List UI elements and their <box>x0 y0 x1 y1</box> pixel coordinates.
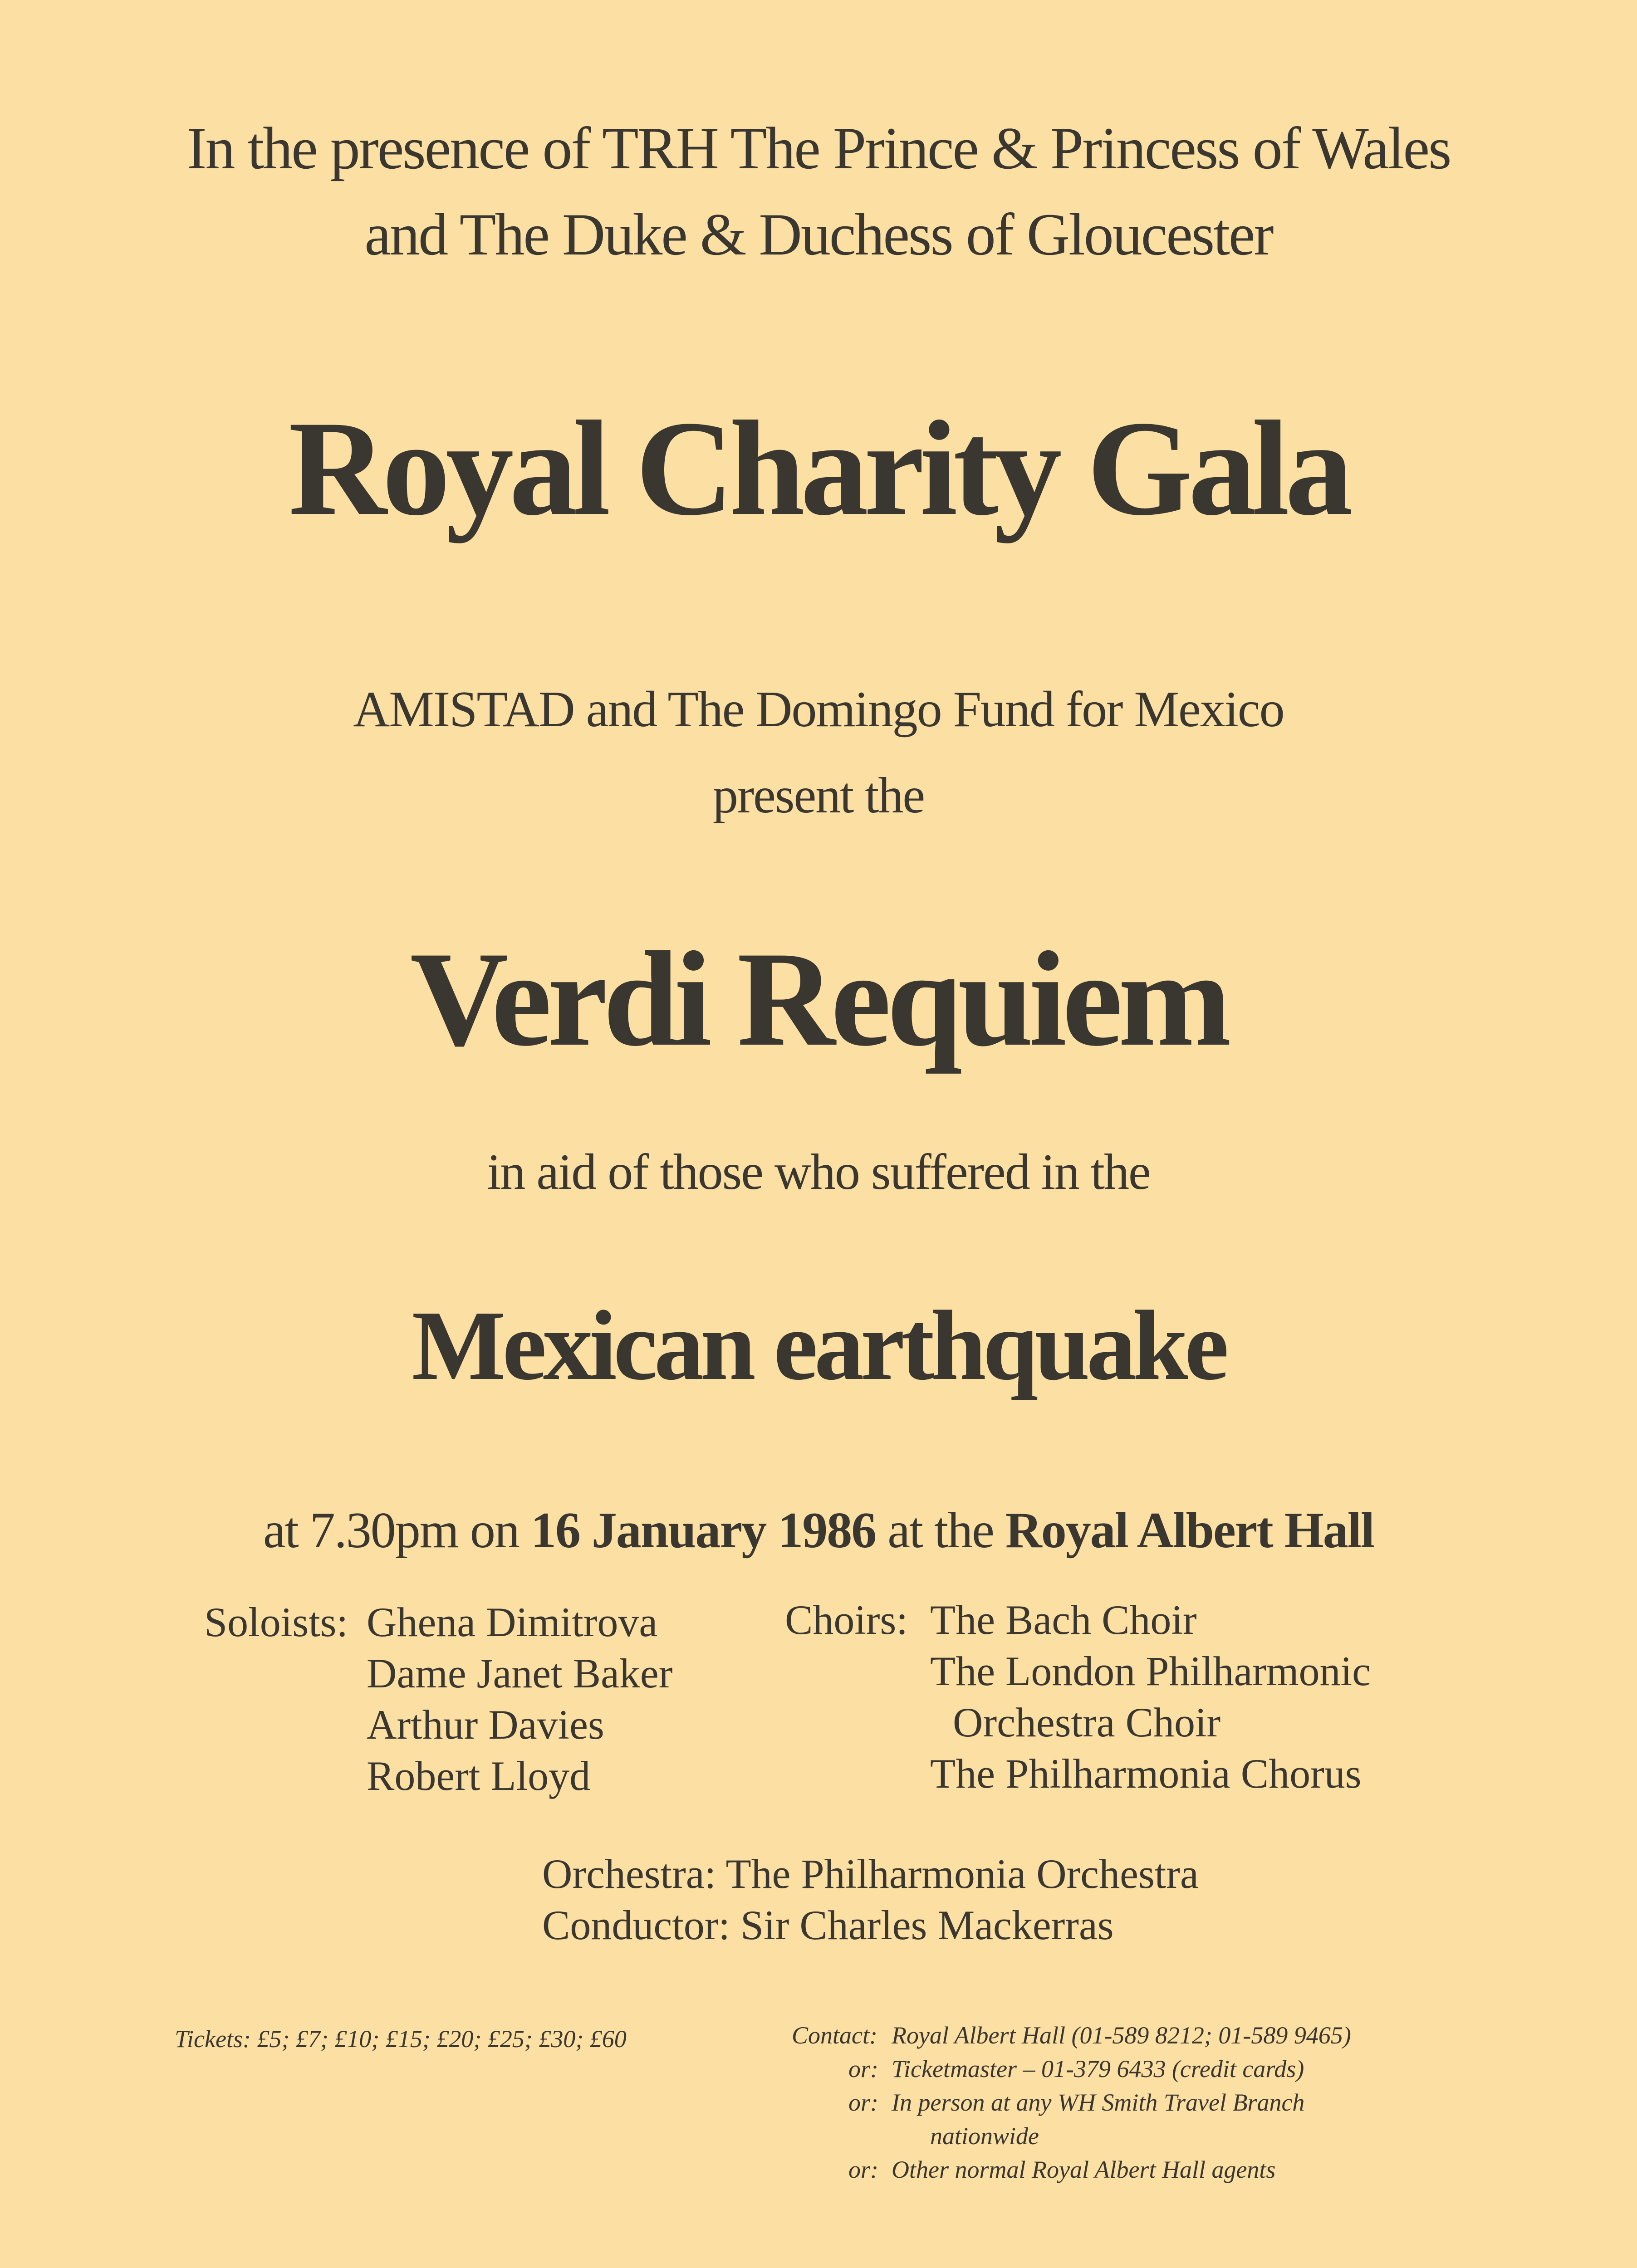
contact-line-3-cont: nationwide <box>930 2122 1039 2150</box>
work-title: Verdi Requiem <box>410 924 1227 1074</box>
presenters-line-1: AMISTAD and The Domingo Fund for Mexico <box>353 681 1284 738</box>
presence-line-2: and The Duke & Duchess of Gloucester <box>364 201 1273 268</box>
contact-label: Contact: <box>792 2022 877 2049</box>
soloists-label: Soloists: <box>204 1599 348 1645</box>
contact-line-2: Ticketmaster – 01-379 6433 (credit cards) <box>892 2055 1304 2082</box>
event-time: at 7.30pm on <box>263 1502 519 1559</box>
tickets-prices: Tickets: £5; £7; £10; £15; £20; £25; £30; £60 <box>175 2025 627 2053</box>
event-venue-prefix: at the <box>887 1502 994 1559</box>
orchestra-label: Orchestra: <box>542 1851 716 1897</box>
aid-text: in aid of those who suffered in the <box>487 1144 1150 1200</box>
event-details <box>0 1501 1637 1560</box>
event-date: 16 January 1986 <box>530 1502 876 1559</box>
presence-line-1: In the presence of TRH The Prince & Princess of Wales <box>186 115 1451 181</box>
choir-name: The Philharmonia Chorus <box>930 1750 1362 1797</box>
orchestra-name: The Philharmonia Orchestra <box>725 1851 1199 1897</box>
soloist-name: Ghena Dimitrova <box>367 1599 658 1645</box>
contact-or-label: or: <box>848 2089 878 2116</box>
contact-or-label: or: <box>848 2055 878 2082</box>
choirs-list <box>930 1594 1371 1799</box>
contact-line-1: Royal Albert Hall (01-589 8212; 01-589 9465) <box>892 2022 1351 2049</box>
contact-or-label: or: <box>848 2156 878 2183</box>
orchestra-line <box>542 1848 1199 1951</box>
choir-name: Orchestra Choir <box>953 1699 1221 1745</box>
choirs-label: Choirs: <box>785 1597 908 1643</box>
cause-title: Mexican earthquake <box>412 1290 1225 1401</box>
choir-name: The Bach Choir <box>930 1597 1197 1643</box>
gala-title: Royal Charity Gala <box>288 393 1349 543</box>
conductor-label: Conductor: <box>542 1902 730 1948</box>
presenters-line-2: present the <box>712 767 925 824</box>
conductor-name: Sir Charles Mackerras <box>740 1902 1114 1948</box>
contact-line-4: Other normal Royal Albert Hall agents <box>892 2156 1276 2183</box>
choir-name: The London Philharmonic <box>930 1648 1371 1694</box>
event-venue: Royal Albert Hall <box>1005 1502 1374 1559</box>
soloist-name: Arthur Davies <box>367 1701 604 1748</box>
soloist-name: Dame Janet Baker <box>367 1650 673 1696</box>
soloist-name: Robert Lloyd <box>367 1753 591 1799</box>
soloists-list <box>367 1597 672 1802</box>
contact-line-3: In person at any WH Smith Travel Branch <box>892 2089 1305 2116</box>
